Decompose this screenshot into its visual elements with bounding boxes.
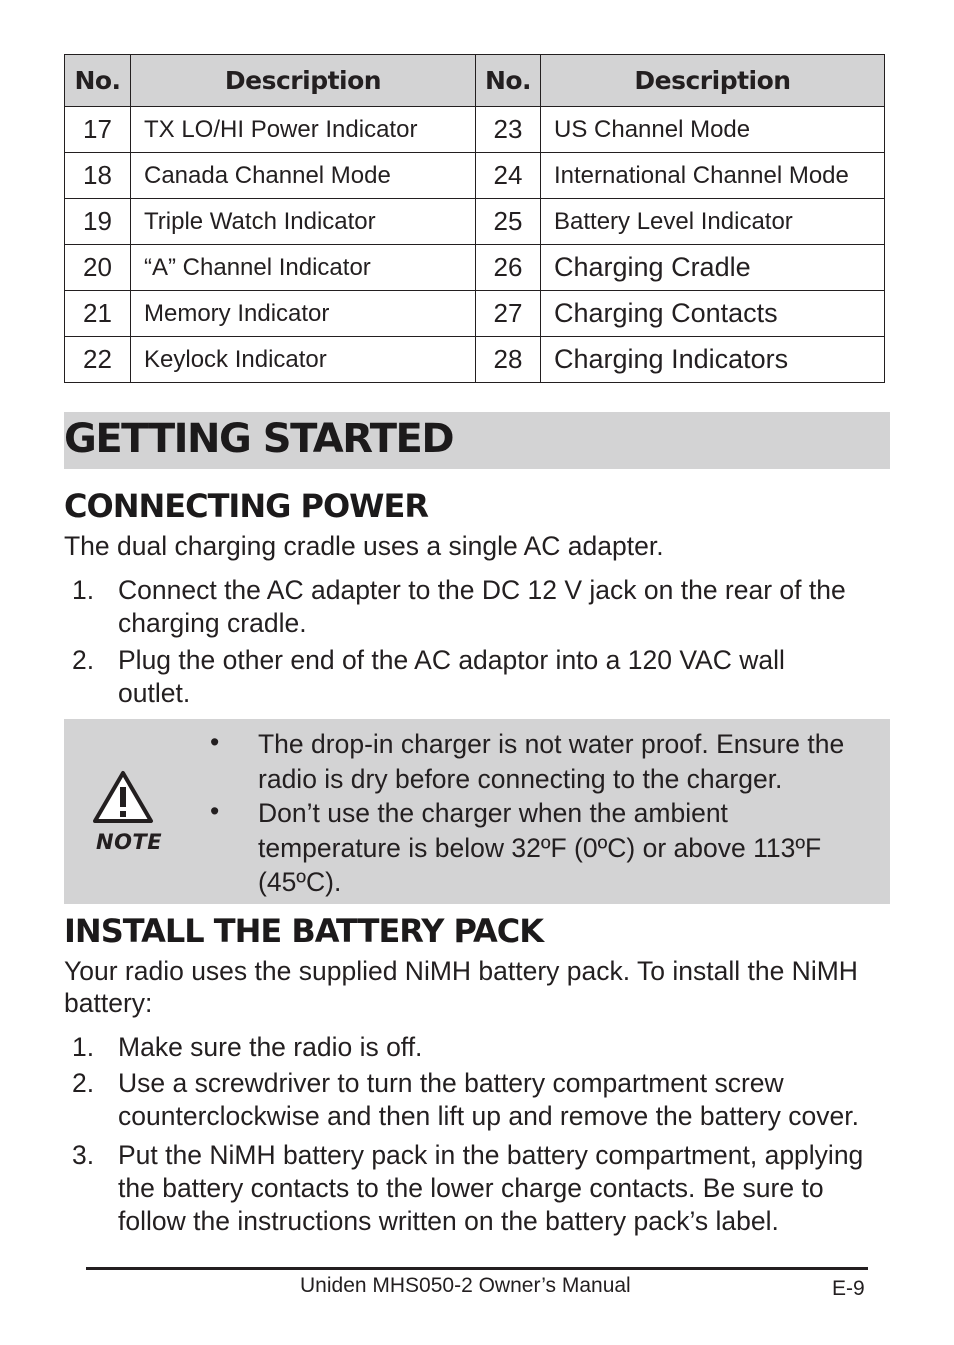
step-number: 2. (72, 645, 95, 675)
item-description: Canada Channel Mode (131, 153, 476, 199)
footer-rule (86, 1267, 868, 1270)
step-number: 2. (72, 1068, 95, 1098)
item-number: 21 (65, 291, 131, 337)
step-number: 1. (72, 1032, 95, 1062)
warning-triangle-icon (92, 770, 154, 824)
item-number: 22 (65, 337, 131, 383)
note-item: Don’t use the charger when the ambient temperature is below 32ºF (0ºC) or above 113ºF (45ºC). (258, 798, 822, 897)
connecting-power-intro: The dual charging cradle uses a single AC adapter. (64, 531, 664, 561)
step-text: Connect the AC adapter to the DC 12 V jack on the rear of the charging cradle. (118, 575, 846, 638)
step-number: 1. (72, 575, 95, 605)
bullet-marker: • (210, 727, 220, 757)
item-number: 23 (476, 107, 541, 153)
page-number: E-9 (832, 1277, 865, 1300)
battery-intro: Your radio uses the supplied NiMH battery pack. To install the NiMH battery: (64, 956, 858, 1018)
item-number: 18 (65, 153, 131, 199)
table-row (65, 107, 885, 153)
item-number: 19 (65, 199, 131, 245)
item-number: 26 (476, 245, 541, 291)
note-item: The drop-in charger is not water proof. Ensure the radio is dry before connecting to the charger. (258, 729, 845, 794)
step-text: Put the NiMH battery pack in the battery compartment, applying the battery contacts to the lower charge contacts. Be sure to follow the instructions written on the battery pack’s label. (118, 1140, 864, 1236)
connecting-power-heading: CONNECTING POWER (64, 487, 428, 525)
note-label: NOTE (96, 830, 163, 854)
item-number: 17 (65, 107, 131, 153)
item-description: Triple Watch Indicator (131, 199, 476, 245)
parts-table (64, 54, 885, 383)
battery-heading: INSTALL THE BATTERY PACK (64, 912, 544, 950)
step-text: Plug the other end of the AC adaptor into a 120 VAC wall outlet. (118, 645, 785, 708)
item-number: 25 (476, 199, 541, 245)
item-description: TX LO/HI Power Indicator (131, 107, 476, 153)
step-number: 3. (72, 1140, 95, 1170)
item-number: 24 (476, 153, 541, 199)
item-description: International Channel Mode (541, 153, 885, 199)
item-number: 20 (65, 245, 131, 291)
step-text: Use a screwdriver to turn the battery compartment screw counterclockwise and then lift up and remove the battery cover. (118, 1068, 859, 1131)
item-description: Memory Indicator (131, 291, 476, 337)
table-row (65, 153, 885, 199)
item-number: 27 (476, 291, 541, 337)
header-no: No. (476, 55, 541, 107)
section-title: GETTING STARTED (64, 416, 454, 462)
step-text: Make sure the radio is off. (118, 1032, 423, 1062)
item-number: 28 (476, 337, 541, 383)
item-description: “A” Channel Indicator (131, 245, 476, 291)
header-description: Description (541, 55, 885, 107)
item-description: US Channel Mode (541, 107, 885, 153)
table-row (65, 337, 885, 383)
table-row (65, 291, 885, 337)
item-description: Charging Indicators (541, 337, 885, 383)
item-description: Charging Contacts (541, 291, 885, 337)
item-description: Keylock Indicator (131, 337, 476, 383)
table-row (65, 199, 885, 245)
item-description: Battery Level Indicator (541, 199, 885, 245)
footer-title: Uniden MHS050-2 Owner’s Manual (300, 1274, 631, 1297)
bullet-marker: • (210, 796, 220, 826)
header-description: Description (131, 55, 476, 107)
table-header-row (65, 55, 885, 107)
table-row (65, 245, 885, 291)
item-description: Charging Cradle (541, 245, 885, 291)
header-no: No. (65, 55, 131, 107)
